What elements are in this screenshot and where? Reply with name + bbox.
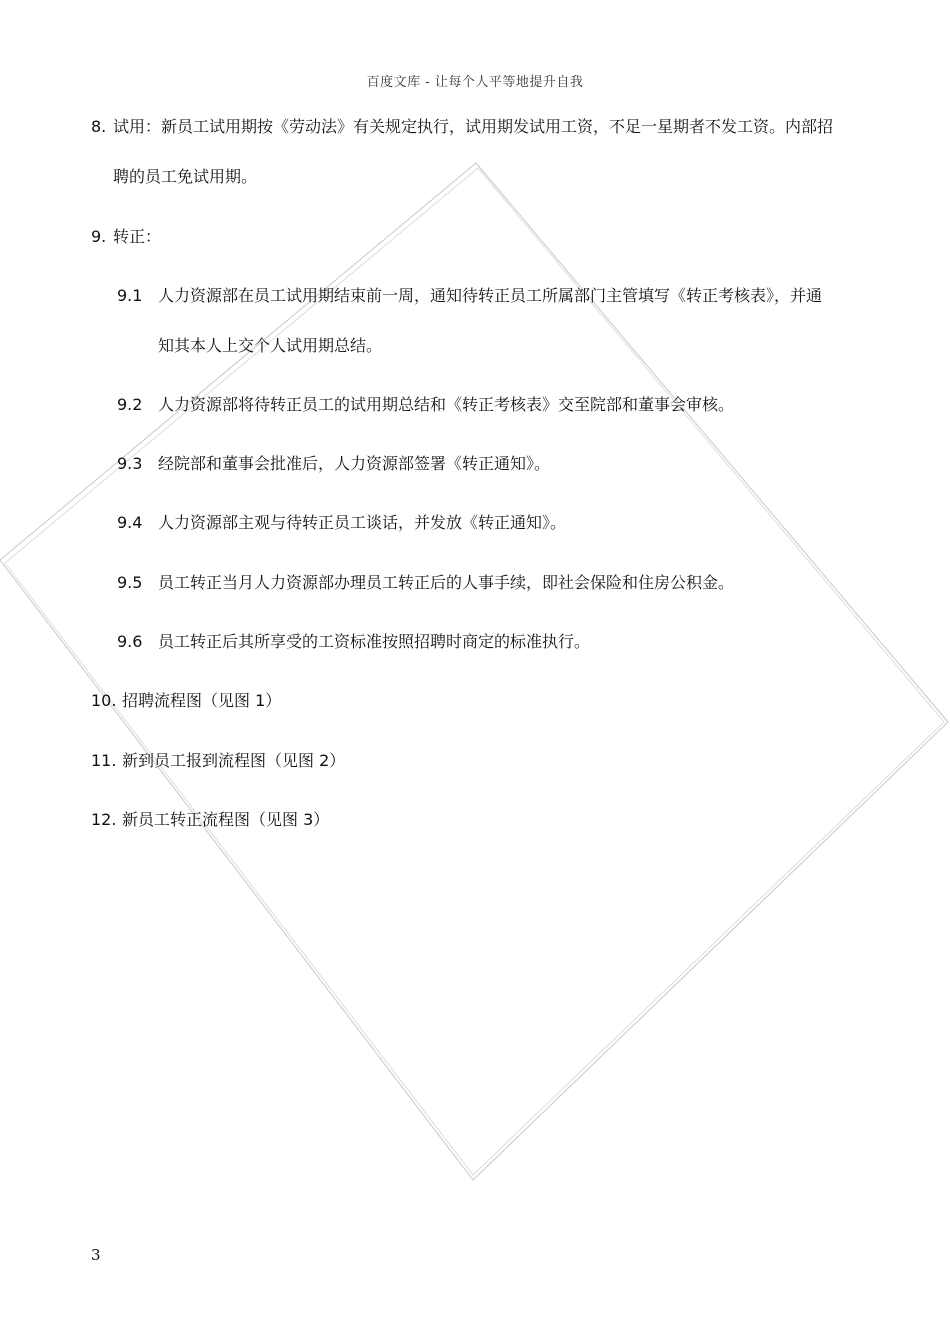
list-item-8-continuation: 聘的员工免试用期。 xyxy=(113,167,258,186)
sub-item-number: 9.1 xyxy=(117,286,143,305)
list-item-10 xyxy=(91,690,281,712)
list-item-11 xyxy=(91,750,345,772)
item-text: 转正： xyxy=(113,227,162,246)
item-text: 新到员工报到流程图（见图 2） xyxy=(122,751,346,770)
item-number: 10. xyxy=(91,691,117,710)
sub-item-9-4 xyxy=(117,512,566,534)
sub-item-number: 9.2 xyxy=(117,395,143,414)
sub-item-number: 9.5 xyxy=(117,573,143,592)
item-text: 新员工转正流程图（见图 3） xyxy=(122,810,330,829)
sub-item-9-5 xyxy=(117,572,734,594)
sub-item-text: 员工转正后其所享受的工资标准按照招聘时商定的标准执行。 xyxy=(158,632,591,651)
item-text: 招聘流程图（见图 1） xyxy=(122,691,282,710)
item-number: 9. xyxy=(91,227,107,246)
sub-item-9-6 xyxy=(117,631,590,653)
sub-item-text: 人力资源部将待转正员工的试用期总结和《转正考核表》交至院部和董事会审核。 xyxy=(158,395,735,414)
item-number: 8. xyxy=(91,117,107,136)
sub-item-9-1-continuation: 知其本人上交个人试用期总结。 xyxy=(158,336,383,355)
sub-item-text: 员工转正当月人力资源部办理员工转正后的人事手续，即社会保险和住房公积金。 xyxy=(158,573,735,592)
item-number: 11. xyxy=(91,751,117,770)
list-item-8 xyxy=(91,116,833,138)
sub-item-9-2 xyxy=(117,394,734,416)
sub-item-number: 9.3 xyxy=(117,454,143,473)
sub-item-text: 人力资源部在员工试用期结束前一周，通知待转正员工所属部门主管填写《转正考核表》，并通 xyxy=(158,286,823,305)
page-number: 3 xyxy=(91,1246,101,1264)
sub-item-text: 经院部和董事会批准后，人力资源部签署《转正通知》。 xyxy=(158,454,551,473)
sub-item-9-1 xyxy=(117,285,822,307)
sub-item-text: 人力资源部主观与待转正员工谈话，并发放《转正通知》。 xyxy=(158,513,567,532)
item-number: 12. xyxy=(91,810,117,829)
list-item-9 xyxy=(91,226,161,248)
sub-item-number: 9.6 xyxy=(117,632,143,651)
sub-item-9-3 xyxy=(117,453,550,475)
item-text: 试用：新员工试用期按《劳动法》有关规定执行，试用期发试用工资，不足一星期者不发工资。内部招 xyxy=(113,117,834,136)
page-header: 百度文库 - 让每个人平等地提升自我 xyxy=(366,75,584,90)
sub-item-number: 9.4 xyxy=(117,513,143,532)
list-item-12 xyxy=(91,809,329,831)
